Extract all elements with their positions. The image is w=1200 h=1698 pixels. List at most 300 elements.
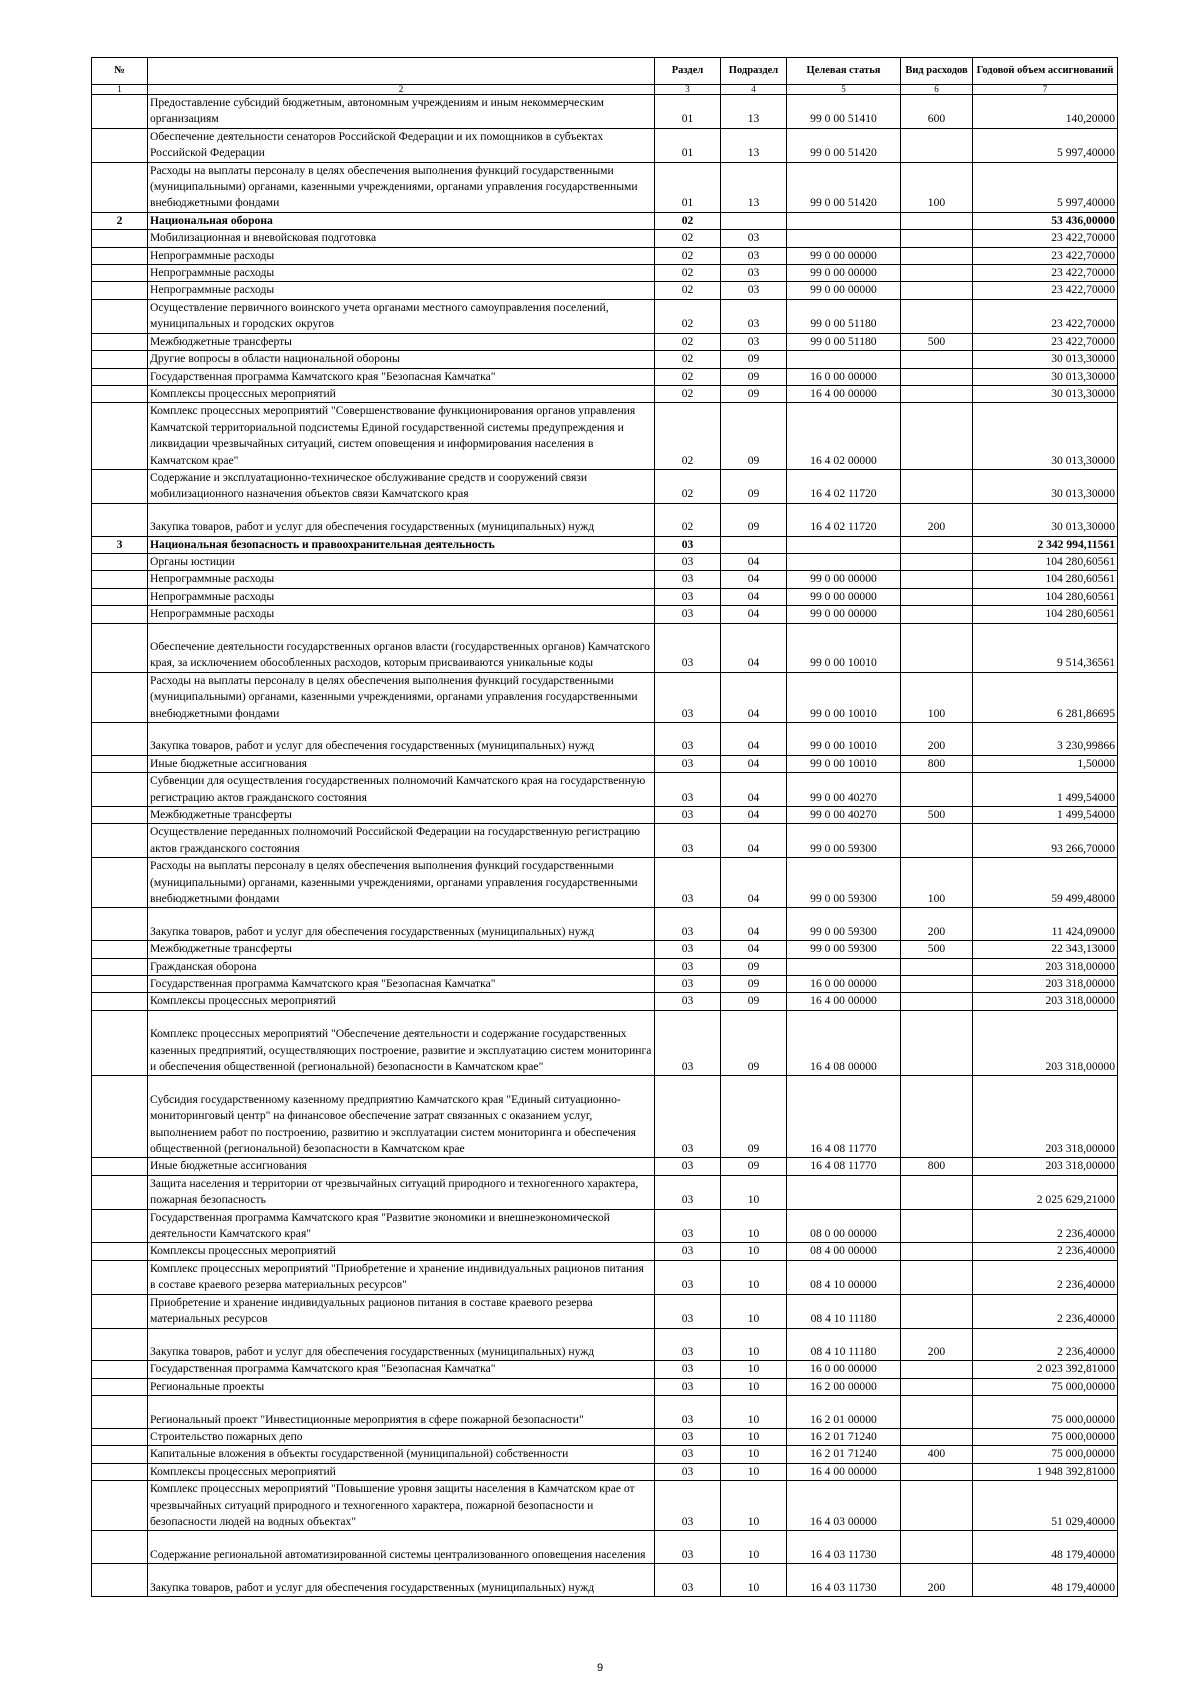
row-name: Органы юстиции (148, 553, 655, 570)
row-amount: 1 948 392,81000 (973, 1463, 1118, 1480)
row-amount: 2 236,40000 (973, 1294, 1118, 1328)
table-row (92, 976, 1118, 993)
row-expense-type (901, 368, 973, 385)
table-row (92, 1158, 1118, 1175)
row-name: Осуществление переданных полномочий Российской Федерации на государственную регистрацию актов гражданского состояния (148, 824, 655, 858)
row-target-article: 08 4 10 11180 (787, 1294, 901, 1328)
row-number (92, 1531, 148, 1564)
row-expense-type (901, 976, 973, 993)
row-name: Национальная оборона (148, 212, 655, 229)
row-expense-type (901, 1531, 973, 1564)
row-razdel: 03 (655, 722, 721, 755)
row-expense-type (901, 606, 973, 623)
header-annual-amount: Годовой объем ассигнований (973, 58, 1118, 85)
row-target-article: 16 4 03 11730 (787, 1564, 901, 1597)
row-razdel: 01 (655, 128, 721, 162)
row-expense-type: 800 (901, 755, 973, 772)
row-razdel: 03 (655, 908, 721, 941)
row-razdel: 02 (655, 368, 721, 385)
row-name: Предоставление субсидий бюджетным, автономным учреждениям и иным некоммерческим организациям (148, 95, 655, 129)
table-row (92, 1243, 1118, 1260)
row-razdel: 01 (655, 95, 721, 129)
row-number (92, 908, 148, 941)
table-row (92, 623, 1118, 672)
row-number (92, 571, 148, 588)
table-row (92, 162, 1118, 212)
row-expense-type (901, 571, 973, 588)
row-expense-type (901, 403, 973, 470)
row-razdel: 03 (655, 1396, 721, 1429)
row-target-article (787, 553, 901, 570)
row-name: Защита населения и территории от чрезвычайных ситуаций природного и техногенного характера, пожарная безопасность (148, 1175, 655, 1209)
row-name: Закупка товаров, работ и услуг для обеспечения государственных (муниципальных) нужд (148, 908, 655, 941)
row-expense-type: 100 (901, 672, 973, 722)
row-podrazdel: 10 (721, 1243, 787, 1260)
row-name: Региональный проект "Инвестиционные мероприятия в сфере пожарной безопасности" (148, 1396, 655, 1429)
row-name: Другие вопросы в области национальной обороны (148, 351, 655, 368)
row-podrazdel: 04 (721, 588, 787, 605)
row-razdel: 03 (655, 941, 721, 958)
row-podrazdel: 09 (721, 1076, 787, 1158)
row-expense-type (901, 299, 973, 333)
row-name: Региональные проекты (148, 1378, 655, 1395)
row-expense-type (901, 1361, 973, 1378)
column-numbers-row (92, 85, 1118, 95)
row-razdel: 02 (655, 333, 721, 350)
row-name: Строительство пожарных депо (148, 1428, 655, 1445)
row-razdel: 03 (655, 1446, 721, 1463)
row-number (92, 1463, 148, 1480)
row-podrazdel: 09 (721, 351, 787, 368)
row-number (92, 1428, 148, 1445)
row-expense-type: 800 (901, 1158, 973, 1175)
row-amount: 2 236,40000 (973, 1243, 1118, 1260)
row-name: Национальная безопасность и правоохранительная деятельность (148, 536, 655, 553)
row-target-article: 99 0 00 51420 (787, 162, 901, 212)
row-target-article: 08 4 00 00000 (787, 1243, 901, 1260)
row-name: Субвенции для осуществления государственных полномочий Камчатского края на государственную регистрацию актов гражданского состояния (148, 773, 655, 807)
row-number (92, 606, 148, 623)
row-number (92, 858, 148, 908)
row-target-article (787, 351, 901, 368)
row-amount: 30 013,30000 (973, 368, 1118, 385)
table-row (92, 1010, 1118, 1076)
row-number (92, 993, 148, 1010)
row-razdel: 02 (655, 503, 721, 536)
row-target-article: 08 4 10 00000 (787, 1260, 901, 1294)
row-number (92, 368, 148, 385)
header-name (148, 58, 655, 85)
row-name: Государственная программа Камчатского края "Развитие экономики и внешнеэкономической деятельности Камчатского края" (148, 1209, 655, 1243)
row-name: Осуществление первичного воинского учета органами местного самоуправления поселений, муниципальных и городских округов (148, 299, 655, 333)
table-row (92, 1463, 1118, 1480)
row-expense-type: 100 (901, 162, 973, 212)
budget-sheet (91, 57, 1117, 1597)
row-podrazdel: 10 (721, 1564, 787, 1597)
table-row (92, 1446, 1118, 1463)
table-row (92, 1396, 1118, 1429)
row-expense-type: 200 (901, 1328, 973, 1361)
row-amount: 2 025 629,21000 (973, 1175, 1118, 1209)
row-podrazdel: 04 (721, 755, 787, 772)
row-amount: 2 236,40000 (973, 1260, 1118, 1294)
row-name: Непрограммные расходы (148, 282, 655, 299)
row-name: Межбюджетные трансферты (148, 807, 655, 824)
row-razdel: 03 (655, 553, 721, 570)
row-target-article (787, 1175, 901, 1209)
row-number (92, 1209, 148, 1243)
table-row (92, 128, 1118, 162)
column-number: 1 (92, 85, 148, 95)
column-number: 2 (148, 85, 655, 95)
table-row (92, 571, 1118, 588)
row-amount: 203 318,00000 (973, 1076, 1118, 1158)
row-name: Непрограммные расходы (148, 606, 655, 623)
row-razdel: 03 (655, 807, 721, 824)
row-target-article: 08 0 00 00000 (787, 1209, 901, 1243)
row-amount: 23 422,70000 (973, 265, 1118, 282)
table-row (92, 95, 1118, 129)
row-razdel: 03 (655, 1076, 721, 1158)
row-amount: 2 023 392,81000 (973, 1361, 1118, 1378)
row-name: Комплекс процессных мероприятий "Повышение уровня защиты населения в Камчатском крае от чрезвычайных ситуаций природного и техногенного характера, пожарной безопасности и безопасности людей на водных объектах" (148, 1481, 655, 1531)
row-podrazdel: 09 (721, 403, 787, 470)
table-row (92, 672, 1118, 722)
row-expense-type (901, 773, 973, 807)
row-razdel: 03 (655, 858, 721, 908)
row-number (92, 807, 148, 824)
row-number (92, 1396, 148, 1429)
row-number (92, 128, 148, 162)
row-number (92, 333, 148, 350)
row-amount: 30 013,30000 (973, 469, 1118, 503)
row-expense-type (901, 1209, 973, 1243)
row-name: Комплексы процессных мероприятий (148, 1243, 655, 1260)
row-name: Иные бюджетные ассигнования (148, 1158, 655, 1175)
row-expense-type (901, 824, 973, 858)
row-expense-type: 500 (901, 941, 973, 958)
table-row (92, 908, 1118, 941)
row-target-article: 99 0 00 00000 (787, 282, 901, 299)
row-number (92, 1378, 148, 1395)
row-name: Государственная программа Камчатского края "Безопасная Камчатка" (148, 368, 655, 385)
row-name: Непрограммные расходы (148, 588, 655, 605)
table-row (92, 1294, 1118, 1328)
row-podrazdel: 04 (721, 824, 787, 858)
row-number (92, 941, 148, 958)
row-number (92, 282, 148, 299)
row-target-article: 16 0 00 00000 (787, 1361, 901, 1378)
row-amount: 30 013,30000 (973, 403, 1118, 470)
row-razdel: 03 (655, 672, 721, 722)
row-number (92, 503, 148, 536)
row-amount: 2 236,40000 (973, 1209, 1118, 1243)
row-target-article: 16 4 00 00000 (787, 1463, 901, 1480)
row-podrazdel: 03 (721, 247, 787, 264)
row-podrazdel: 03 (721, 265, 787, 282)
row-target-article (787, 536, 901, 553)
row-amount: 1 499,54000 (973, 807, 1118, 824)
row-name: Закупка товаров, работ и услуг для обеспечения государственных (муниципальных) нужд (148, 722, 655, 755)
table-row (92, 1260, 1118, 1294)
row-podrazdel: 09 (721, 469, 787, 503)
row-expense-type (901, 623, 973, 672)
row-razdel: 03 (655, 1328, 721, 1361)
row-podrazdel: 10 (721, 1294, 787, 1328)
row-razdel: 02 (655, 212, 721, 229)
row-razdel: 02 (655, 299, 721, 333)
table-row (92, 773, 1118, 807)
row-target-article: 16 4 03 11730 (787, 1531, 901, 1564)
row-razdel: 03 (655, 1531, 721, 1564)
row-expense-type: 600 (901, 95, 973, 129)
table-row (92, 351, 1118, 368)
row-amount: 5 997,40000 (973, 162, 1118, 212)
row-amount: 104 280,60561 (973, 606, 1118, 623)
row-razdel: 02 (655, 282, 721, 299)
row-amount: 11 424,09000 (973, 908, 1118, 941)
row-expense-type (901, 469, 973, 503)
row-amount: 104 280,60561 (973, 571, 1118, 588)
row-number (92, 1175, 148, 1209)
row-number (92, 976, 148, 993)
column-number: 5 (787, 85, 901, 95)
row-amount: 6 281,86695 (973, 672, 1118, 722)
table-row (92, 265, 1118, 282)
section-row (92, 212, 1118, 229)
row-razdel: 03 (655, 1175, 721, 1209)
row-razdel: 03 (655, 958, 721, 975)
row-razdel: 03 (655, 1260, 721, 1294)
row-expense-type (901, 536, 973, 553)
row-target-article: 16 2 00 00000 (787, 1378, 901, 1395)
table-body (92, 95, 1118, 1597)
row-amount: 203 318,00000 (973, 976, 1118, 993)
table-row (92, 858, 1118, 908)
row-amount: 59 499,48000 (973, 858, 1118, 908)
row-expense-type (901, 230, 973, 247)
table-row (92, 282, 1118, 299)
table-row (92, 1428, 1118, 1445)
row-number (92, 1294, 148, 1328)
row-number (92, 722, 148, 755)
row-razdel: 03 (655, 755, 721, 772)
row-name: Государственная программа Камчатского края "Безопасная Камчатка" (148, 1361, 655, 1378)
row-target-article: 16 0 00 00000 (787, 976, 901, 993)
row-podrazdel: 03 (721, 333, 787, 350)
row-podrazdel (721, 212, 787, 229)
header-target-article: Целевая статья (787, 58, 901, 85)
row-amount: 93 266,70000 (973, 824, 1118, 858)
table-row (92, 368, 1118, 385)
row-razdel: 03 (655, 1010, 721, 1076)
row-amount: 30 013,30000 (973, 351, 1118, 368)
row-podrazdel: 09 (721, 976, 787, 993)
row-razdel: 03 (655, 1463, 721, 1480)
row-razdel: 03 (655, 1158, 721, 1175)
row-expense-type: 100 (901, 858, 973, 908)
row-name: Капитальные вложения в объекты государственной (муниципальной) собственности (148, 1446, 655, 1463)
table-row (92, 553, 1118, 570)
header-expense-type: Вид расходов (901, 58, 973, 85)
table-row (92, 503, 1118, 536)
table-row (92, 993, 1118, 1010)
row-target-article: 99 0 00 10010 (787, 623, 901, 672)
row-target-article: 99 0 00 00000 (787, 606, 901, 623)
row-razdel: 03 (655, 976, 721, 993)
row-expense-type (901, 265, 973, 282)
row-razdel: 03 (655, 623, 721, 672)
row-podrazdel: 13 (721, 162, 787, 212)
row-target-article: 16 4 00 00000 (787, 993, 901, 1010)
row-name: Комплексы процессных мероприятий (148, 993, 655, 1010)
row-expense-type (901, 1243, 973, 1260)
table-row (92, 958, 1118, 975)
row-amount: 3 230,99866 (973, 722, 1118, 755)
row-target-article: 16 4 08 00000 (787, 1010, 901, 1076)
row-amount: 23 422,70000 (973, 230, 1118, 247)
row-amount: 23 422,70000 (973, 282, 1118, 299)
row-name: Расходы на выплаты персоналу в целях обеспечения выполнения функций государственными (муниципальными) органами, казенными учреждениями, органами управления государственными внебюджетными фондами (148, 858, 655, 908)
row-podrazdel: 09 (721, 503, 787, 536)
row-razdel: 03 (655, 1378, 721, 1395)
row-number (92, 958, 148, 975)
row-target-article: 16 4 00 00000 (787, 385, 901, 402)
row-amount: 23 422,70000 (973, 299, 1118, 333)
row-number (92, 230, 148, 247)
row-podrazdel: 09 (721, 1158, 787, 1175)
row-amount: 51 029,40000 (973, 1481, 1118, 1531)
row-podrazdel: 10 (721, 1175, 787, 1209)
row-name: Расходы на выплаты персоналу в целях обеспечения выполнения функций государственными (муниципальными) органами, казенными учреждениями, органами управления государственными внебюджетными фондами (148, 672, 655, 722)
row-podrazdel (721, 536, 787, 553)
row-target-article: 99 0 00 40270 (787, 773, 901, 807)
row-number: 2 (92, 212, 148, 229)
row-number (92, 623, 148, 672)
row-podrazdel: 04 (721, 941, 787, 958)
header-podrazdel: Подраздел (721, 58, 787, 85)
row-target-article: 16 4 03 00000 (787, 1481, 901, 1531)
row-amount: 203 318,00000 (973, 958, 1118, 975)
row-expense-type (901, 1463, 973, 1480)
row-expense-type (901, 1076, 973, 1158)
row-amount: 30 013,30000 (973, 385, 1118, 402)
row-name: Комплекс процессных мероприятий "Приобретение и хранение индивидуальных рационов питания в составе краевого резерва материальных ресурсов" (148, 1260, 655, 1294)
table-row (92, 1378, 1118, 1395)
table-row (92, 333, 1118, 350)
section-row (92, 536, 1118, 553)
table-row (92, 606, 1118, 623)
row-name: Гражданская оборона (148, 958, 655, 975)
row-number (92, 385, 148, 402)
row-target-article: 99 0 00 51420 (787, 128, 901, 162)
row-amount: 104 280,60561 (973, 588, 1118, 605)
header-no: № (92, 58, 148, 85)
row-target-article: 16 0 00 00000 (787, 368, 901, 385)
header-row (92, 58, 1118, 85)
row-target-article: 99 0 00 59300 (787, 858, 901, 908)
row-podrazdel: 09 (721, 385, 787, 402)
row-razdel: 02 (655, 247, 721, 264)
row-amount: 75 000,00000 (973, 1428, 1118, 1445)
row-name: Государственная программа Камчатского края "Безопасная Камчатка" (148, 976, 655, 993)
row-podrazdel: 09 (721, 1010, 787, 1076)
table-row (92, 941, 1118, 958)
row-number (92, 672, 148, 722)
row-razdel: 02 (655, 403, 721, 470)
row-name: Обеспечение деятельности государственных органов власти (государственных органов) Камчатского края, за исключением обособленных расходов, которым присваиваются уникальные коды (148, 623, 655, 672)
row-target-article: 16 2 01 71240 (787, 1446, 901, 1463)
row-expense-type: 500 (901, 807, 973, 824)
row-podrazdel: 04 (721, 672, 787, 722)
row-amount: 203 318,00000 (973, 993, 1118, 1010)
column-number: 3 (655, 85, 721, 95)
row-target-article: 16 4 08 11770 (787, 1158, 901, 1175)
row-amount: 75 000,00000 (973, 1378, 1118, 1395)
row-razdel: 03 (655, 1361, 721, 1378)
row-target-article: 99 0 00 51410 (787, 95, 901, 129)
row-target-article: 99 0 00 00000 (787, 571, 901, 588)
row-number (92, 403, 148, 470)
row-expense-type (901, 1428, 973, 1445)
row-amount: 48 179,40000 (973, 1531, 1118, 1564)
table-row (92, 230, 1118, 247)
row-razdel: 03 (655, 606, 721, 623)
row-amount: 30 013,30000 (973, 503, 1118, 536)
row-name: Непрограммные расходы (148, 265, 655, 282)
table-row (92, 1328, 1118, 1361)
table-row (92, 1209, 1118, 1243)
row-amount: 2 342 994,11561 (973, 536, 1118, 553)
row-podrazdel: 04 (721, 553, 787, 570)
row-name: Комплексы процессных мероприятий (148, 385, 655, 402)
row-number (92, 1481, 148, 1531)
row-amount: 1,50000 (973, 755, 1118, 772)
row-razdel: 02 (655, 230, 721, 247)
table-row (92, 588, 1118, 605)
row-podrazdel: 09 (721, 993, 787, 1010)
row-podrazdel: 03 (721, 282, 787, 299)
row-number (92, 1243, 148, 1260)
table-row (92, 1076, 1118, 1158)
row-podrazdel: 10 (721, 1428, 787, 1445)
row-podrazdel: 03 (721, 230, 787, 247)
table-row (92, 1564, 1118, 1597)
row-amount: 2 236,40000 (973, 1328, 1118, 1361)
row-number (92, 1328, 148, 1361)
row-expense-type: 200 (901, 1564, 973, 1597)
row-podrazdel: 04 (721, 908, 787, 941)
table-row (92, 403, 1118, 470)
row-expense-type (901, 1481, 973, 1531)
row-name: Содержание и эксплуатационно-техническое обслуживание средств и сооружений связи мобилизационного назначения объектов связи Камчатского края (148, 469, 655, 503)
column-number: 4 (721, 85, 787, 95)
table-row (92, 299, 1118, 333)
row-expense-type (901, 1260, 973, 1294)
row-name: Комплекс процессных мероприятий "Совершенствование функционирования органов управления Камчатской территориальной подсистемы Единой государственной системы предупреждения и ликвидации чрезвычайных ситуаций, систем оповещения и информирования населения в Камчатском крае" (148, 403, 655, 470)
table-row (92, 755, 1118, 772)
row-name: Расходы на выплаты персоналу в целях обеспечения выполнения функций государственными (муниципальными) органами, казенными учреждениями, органами управления государственными внебюджетными фондами (148, 162, 655, 212)
row-name: Закупка товаров, работ и услуг для обеспечения государственных (муниципальных) нужд (148, 503, 655, 536)
row-expense-type: 200 (901, 503, 973, 536)
row-expense-type (901, 1378, 973, 1395)
row-razdel: 03 (655, 824, 721, 858)
row-expense-type: 200 (901, 722, 973, 755)
table-row (92, 247, 1118, 264)
table-row (92, 807, 1118, 824)
row-name: Комплексы процессных мероприятий (148, 1463, 655, 1480)
row-podrazdel: 10 (721, 1378, 787, 1395)
